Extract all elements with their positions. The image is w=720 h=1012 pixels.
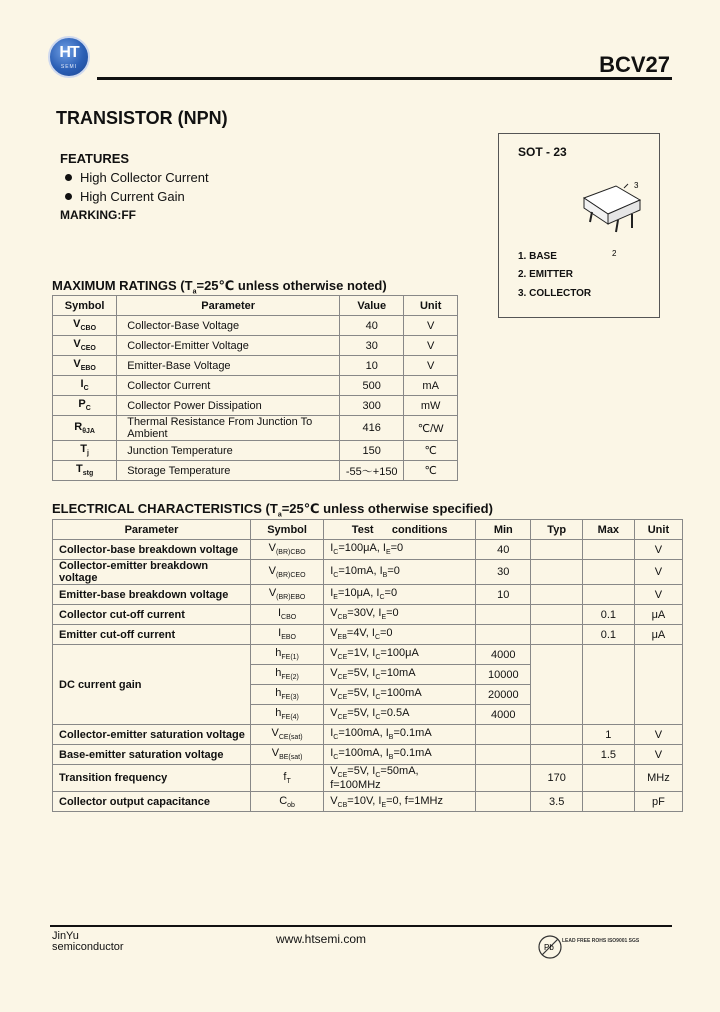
table-header-row [53, 296, 458, 316]
header-divider [97, 77, 672, 80]
unit-cell: mA [404, 376, 458, 396]
conditions-cell: $I_C=100\mu A$, $I_E=0$ [324, 540, 476, 560]
table-row [53, 376, 458, 396]
parameter-cell: DC current gain [53, 645, 251, 725]
value-cell: 300 [340, 396, 404, 416]
parameter-cell: Emitter-Base Voltage [117, 356, 340, 376]
parameter-cell: Collector Current [117, 376, 340, 396]
unit-cell: pF [634, 792, 682, 812]
unit-cell: V [634, 560, 682, 585]
unit-cell: ℃ [404, 461, 458, 481]
unit-cell [634, 645, 682, 725]
company-name-line1: JinYu [52, 930, 79, 942]
column-header: Symbol [53, 296, 117, 316]
sot23-package-icon [578, 176, 648, 258]
table-row [53, 792, 683, 812]
typ-cell [531, 625, 582, 645]
table-row [53, 765, 683, 792]
features-heading: FEATURES [60, 151, 130, 166]
symbol-cell: $C_{ob}$ [250, 792, 323, 812]
company-name-line2: semiconductor [52, 941, 124, 953]
min-cell: 4000 [476, 645, 531, 665]
conditions-cell: $V_{EB}=4V$, $I_C=0$ [324, 625, 476, 645]
value-cell: 416 [340, 416, 404, 441]
parameter-cell: Collector-base breakdown voltage [53, 540, 251, 560]
parameter-cell: Collector cut-off current [53, 605, 251, 625]
website-link[interactable]: www.htsemi.com [276, 932, 367, 946]
conditions-cell: $V_{CE}=1V$, $I_C=100\mu A$ [324, 645, 476, 665]
symbol-cell: $V_{(BR)CEO}$ [250, 560, 323, 585]
unit-cell: V [634, 540, 682, 560]
min-cell: 10000 [476, 665, 531, 685]
package-name: SOT - 23 [518, 145, 567, 159]
min-cell [476, 725, 531, 745]
max-ratings-table [52, 295, 458, 481]
conditions-cell: $V_{CE}=5V$, $I_C=0.5A$ [324, 705, 476, 725]
parameter-cell: Collector-emitter breakdown voltage [53, 560, 251, 585]
value-cell: -55～+150 [340, 461, 404, 481]
min-cell [476, 745, 531, 765]
feature-item [65, 170, 209, 185]
symbol-cell: $h_{FE(1)}$ [250, 645, 323, 665]
bullet-icon [65, 174, 72, 181]
column-header: Max [582, 520, 634, 540]
certification-text: LEAD FREE ROHS ISO9001 SGS [562, 938, 640, 944]
unit-cell: MHz [634, 765, 682, 792]
typ-cell [531, 540, 582, 560]
conditions-cell: $V_{CB}=10V$, $I_E=0$, f=1MHz [324, 792, 476, 812]
column-header: Min [476, 520, 531, 540]
value-cell: 40 [340, 316, 404, 336]
column-header: Unit [404, 296, 458, 316]
table-row [53, 605, 683, 625]
parameter-cell: Storage Temperature [117, 461, 340, 481]
pin-3-label: 3 [634, 181, 639, 190]
bullet-icon [65, 193, 72, 200]
table-header-row [53, 520, 683, 540]
max-cell [582, 540, 634, 560]
table-row [53, 356, 458, 376]
part-number: BCV27 [599, 52, 670, 77]
symbol-cell: $P_C$ [53, 396, 117, 416]
max-ratings-heading: MAXIMUM RATINGS ($T_a=25℃$ unless otherwise noted) [52, 278, 387, 296]
table-row [53, 461, 458, 481]
symbol-cell: $h_{FE(4)}$ [250, 705, 323, 725]
unit-cell: mW [404, 396, 458, 416]
parameter-cell: Collector-emitter saturation voltage [53, 725, 251, 745]
min-cell [476, 625, 531, 645]
feature-text: High Collector Current [80, 170, 209, 185]
electrical-heading: ELECTRICAL CHARACTERISTICS ($T_a=25℃$ unless otherwise specified) [52, 501, 493, 519]
value-cell: 30 [340, 336, 404, 356]
unit-cell: V [634, 745, 682, 765]
typ-cell [531, 585, 582, 605]
unit-cell: μA [634, 625, 682, 645]
table-row [53, 645, 683, 665]
symbol-cell: $f_T$ [250, 765, 323, 792]
typ-cell [531, 645, 582, 725]
unit-cell: μA [634, 605, 682, 625]
unit-cell: V [404, 336, 458, 356]
unit-cell: V [634, 725, 682, 745]
parameter-cell: Collector-Emitter Voltage [117, 336, 340, 356]
value-cell: 500 [340, 376, 404, 396]
max-cell [582, 585, 634, 605]
logo-text: HT [59, 44, 79, 61]
pin-3-desc: 3. COLLECTOR [518, 288, 592, 299]
table-row [53, 725, 683, 745]
company-logo [48, 36, 90, 78]
max-cell: 1 [582, 725, 634, 745]
max-cell [582, 792, 634, 812]
max-cell [582, 765, 634, 792]
parameter-cell: Thermal Resistance From Junction To Ambient [117, 416, 340, 441]
table-row [53, 336, 458, 356]
parameter-cell: Collector output capacitance [53, 792, 251, 812]
logo-subtext: SEMI [60, 64, 78, 70]
min-cell: 10 [476, 585, 531, 605]
unit-cell: V [404, 316, 458, 336]
symbol-cell: $V_{CEO}$ [53, 336, 117, 356]
table-row [53, 441, 458, 461]
symbol-cell: $T_{stg}$ [53, 461, 117, 481]
pin-2-desc: 2. EMITTER [518, 269, 574, 280]
parameter-cell: Collector-Base Voltage [117, 316, 340, 336]
column-header: Symbol [250, 520, 323, 540]
column-header: Unit [634, 520, 682, 540]
table-row [53, 560, 683, 585]
typ-cell: 170 [531, 765, 582, 792]
symbol-cell: $I_{CBO}$ [250, 605, 323, 625]
unit-cell: ℃ [404, 441, 458, 461]
parameter-cell: Junction Temperature [117, 441, 340, 461]
pin-2-label: 2 [612, 249, 617, 258]
feature-item [65, 189, 185, 204]
value-cell: 10 [340, 356, 404, 376]
parameter-cell: Emitter-base breakdown voltage [53, 585, 251, 605]
svg-text:Pb: Pb [544, 943, 554, 952]
pin-1-desc: 1. BASE [518, 251, 557, 262]
min-cell: 4000 [476, 705, 531, 725]
max-cell [582, 645, 634, 725]
typ-cell [531, 560, 582, 585]
symbol-cell: $V_{EBO}$ [53, 356, 117, 376]
table-row [53, 396, 458, 416]
typ-cell [531, 605, 582, 625]
table-row [53, 416, 458, 441]
typ-cell [531, 745, 582, 765]
min-cell [476, 765, 531, 792]
column-header: Value [340, 296, 404, 316]
electrical-table [52, 519, 683, 812]
max-cell: 0.1 [582, 625, 634, 645]
unit-cell: ℃/W [404, 416, 458, 441]
max-cell [582, 560, 634, 585]
table-row [53, 585, 683, 605]
conditions-cell: $V_{CE}=5V$, $I_C=100mA$ [324, 685, 476, 705]
conditions-cell: $I_C=10mA$, $I_B=0$ [324, 560, 476, 585]
conditions-cell: $V_{CB}=30V$, $I_E=0$ [324, 605, 476, 625]
marking-code: MARKING:FF [60, 208, 136, 222]
max-cell: 0.1 [582, 605, 634, 625]
symbol-cell: $R_{\theta JA}$ [53, 416, 117, 441]
symbol-cell: $I_{EBO}$ [250, 625, 323, 645]
column-header: Parameter [53, 520, 251, 540]
table-row [53, 316, 458, 336]
pb-free-icon [537, 934, 563, 960]
conditions-cell: $I_E=10\mu A$, $I_C=0$ [324, 585, 476, 605]
min-cell: 40 [476, 540, 531, 560]
parameter-cell: Emitter cut-off current [53, 625, 251, 645]
conditions-cell: $I_C=100mA$, $I_B=0.1mA$ [324, 745, 476, 765]
conditions-cell: $V_{CE}=5V$, $I_C=10mA$ [324, 665, 476, 685]
typ-cell [531, 725, 582, 745]
parameter-cell: Collector Power Dissipation [117, 396, 340, 416]
symbol-cell: $V_{BE(sat)}$ [250, 745, 323, 765]
min-cell [476, 605, 531, 625]
table-row [53, 540, 683, 560]
symbol-cell: $T_j$ [53, 441, 117, 461]
feature-text: High Current Gain [80, 189, 185, 204]
symbol-cell: $V_{(BR)CBO}$ [250, 540, 323, 560]
page-title: TRANSISTOR (NPN) [56, 108, 228, 128]
parameter-cell: Transition frequency [53, 765, 251, 792]
unit-cell: V [404, 356, 458, 376]
min-cell [476, 792, 531, 812]
symbol-cell: $I_C$ [53, 376, 117, 396]
max-cell: 1.5 [582, 745, 634, 765]
column-header: Parameter [117, 296, 340, 316]
column-header: Typ [531, 520, 582, 540]
conditions-cell: $V_{CE}=5V$, $I_C=50mA$, f=100MHz [324, 765, 476, 792]
symbol-cell: $V_{CE(sat)}$ [250, 725, 323, 745]
table-row [53, 625, 683, 645]
symbol-cell: $h_{FE(2)}$ [250, 665, 323, 685]
symbol-cell: $V_{CBO}$ [53, 316, 117, 336]
value-cell: 150 [340, 441, 404, 461]
min-cell: 30 [476, 560, 531, 585]
column-header: Test conditions [324, 520, 476, 540]
table-row [53, 745, 683, 765]
typ-cell: 3.5 [531, 792, 582, 812]
conditions-cell: $I_C=100mA$, $I_B=0.1mA$ [324, 725, 476, 745]
footer-divider [50, 925, 672, 927]
symbol-cell: $V_{(BR)EBO}$ [250, 585, 323, 605]
min-cell: 20000 [476, 685, 531, 705]
unit-cell: V [634, 585, 682, 605]
parameter-cell: Base-emitter saturation voltage [53, 745, 251, 765]
symbol-cell: $h_{FE(3)}$ [250, 685, 323, 705]
